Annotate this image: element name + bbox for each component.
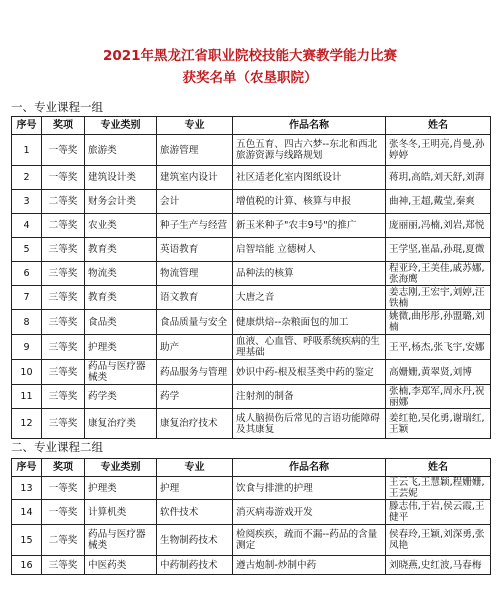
table-cell: 13	[12, 477, 42, 500]
table-cell: 建筑室内设计	[157, 166, 233, 190]
table-cell: 姜红艳,吴化勇,谢瑞红,王颖	[386, 409, 491, 439]
table-cell: 健康烘焙--杂粮面包的加工	[233, 310, 386, 335]
table-cell: 教育类	[85, 286, 157, 310]
table-cell: 程亚玲,王美佳,戚苏娜,张海鹰	[386, 262, 491, 286]
table-row	[12, 310, 491, 335]
table-row	[12, 190, 491, 214]
column-header: 奖项	[42, 459, 85, 477]
table-cell: 二等奖	[42, 190, 85, 214]
table-cell: 启智培能 立德树人	[233, 238, 386, 262]
table-cell: 遵古炮制-炒制中药	[233, 556, 386, 575]
awards-table-group-2	[11, 458, 491, 575]
table-cell: 会计	[157, 190, 233, 214]
document-title: 2021年黑龙江省职业院校技能大赛教学能力比赛	[102, 48, 398, 64]
table-cell: 王云飞,王慧颖,程姗姗,王芸妮	[386, 477, 491, 500]
column-header: 姓名	[386, 459, 491, 477]
table-cell: 一等奖	[42, 135, 85, 166]
table-row	[12, 409, 491, 439]
table-cell: 王平,杨杰,张飞宇,安娜	[386, 335, 491, 360]
table-cell: 15	[12, 525, 42, 556]
table-cell: 药品服务与管理	[157, 360, 233, 385]
table-cell: 张冬冬,王明亮,肖曼,孙婷婷	[386, 135, 491, 166]
table-cell: 饮食与排泄的护理	[233, 477, 386, 500]
section-heading-2: 二、专业课程二组	[11, 440, 103, 454]
column-header: 专业	[157, 459, 233, 477]
table-cell: 助产	[157, 335, 233, 360]
table-row	[12, 286, 491, 310]
table-row	[12, 214, 491, 238]
table-cell: 侯春玲,王颖,刘深勇,张凤艳	[386, 525, 491, 556]
table-cell: 7	[12, 286, 42, 310]
table-cell: 一等奖	[42, 166, 85, 190]
table-cell: 品种法的核算	[233, 262, 386, 286]
awards-table-group-1	[11, 116, 491, 439]
table-cell: 语文教育	[157, 286, 233, 310]
table-cell: 三等奖	[42, 335, 85, 360]
table-row	[12, 166, 491, 190]
table-cell: 软件技术	[157, 500, 233, 525]
column-header: 专业	[157, 117, 233, 135]
table-cell: 2	[12, 166, 42, 190]
table-cell: 食品类	[85, 310, 157, 335]
table-cell: 康复治疗类	[85, 409, 157, 439]
table-header-row	[12, 459, 491, 477]
table-cell: 三等奖	[42, 262, 85, 286]
table-row	[12, 335, 491, 360]
column-header: 专业类别	[85, 117, 157, 135]
table-row	[12, 556, 491, 575]
table-header-row	[12, 117, 491, 135]
table-cell: 1	[12, 135, 42, 166]
table-cell: 建筑设计类	[85, 166, 157, 190]
table-cell: 成人脑损伤后常见的言语功能障碍及其康复	[233, 409, 386, 439]
table-cell: 一等奖	[42, 500, 85, 525]
table-cell: 14	[12, 500, 42, 525]
table-cell: 三等奖	[42, 556, 85, 575]
table-row	[12, 360, 491, 385]
table-cell: 社区适老化室内图纸设计	[233, 166, 386, 190]
table-cell: 10	[12, 360, 42, 385]
table-cell: 护理类	[85, 335, 157, 360]
column-header: 作品名称	[233, 117, 386, 135]
table-cell: 计算机类	[85, 500, 157, 525]
table-cell: 三等奖	[42, 238, 85, 262]
table-cell: 五色五育、四古六梦--东北和西北旅游资源与线路规划	[233, 135, 386, 166]
table-cell: 姜志刚,王宏宇,刘婷,汪铁楠	[386, 286, 491, 310]
table-cell: 一等奖	[42, 477, 85, 500]
table-cell: 护理类	[85, 477, 157, 500]
table-cell: 二等奖	[42, 214, 85, 238]
table-cell: 消灭病毒游戏开发	[233, 500, 386, 525]
table-cell: 4	[12, 214, 42, 238]
table-cell: 康复治疗技术	[157, 409, 233, 439]
column-header: 姓名	[386, 117, 491, 135]
table-cell: 教育类	[85, 238, 157, 262]
section-heading-1: 一、专业课程一组	[11, 100, 103, 114]
table-row	[12, 385, 491, 409]
table-cell: 药品与医疗器械类	[85, 525, 157, 556]
table-row	[12, 135, 491, 166]
table-row	[12, 477, 491, 500]
table-row	[12, 500, 491, 525]
table-cell: 增值税的计算、核算与申报	[233, 190, 386, 214]
table-cell: 农业类	[85, 214, 157, 238]
table-cell: 新玉米种子"农丰9号"的推广	[233, 214, 386, 238]
table-cell: 5	[12, 238, 42, 262]
table-cell: 高姗姗,黄翠贤,刘博	[386, 360, 491, 385]
table-cell: 中药制药技术	[157, 556, 233, 575]
column-header: 奖项	[42, 117, 85, 135]
table-cell: 张楠,李郑军,周永丹,祝丽娜	[386, 385, 491, 409]
table-cell: 庞丽丽,冯楠,刘岩,郑悦	[386, 214, 491, 238]
table-cell: 物流管理	[157, 262, 233, 286]
table-cell: 16	[12, 556, 42, 575]
table-row	[12, 525, 491, 556]
column-header: 序号	[12, 459, 42, 477]
table-cell: 英语教育	[157, 238, 233, 262]
table-cell: 中医药类	[85, 556, 157, 575]
table-cell: 种子生产与经营	[157, 214, 233, 238]
table-cell: 旅游类	[85, 135, 157, 166]
table-cell: 药学类	[85, 385, 157, 409]
table-cell: 大唐之音	[233, 286, 386, 310]
table-cell: 药学	[157, 385, 233, 409]
table-cell: 护理	[157, 477, 233, 500]
table-cell: 三等奖	[42, 360, 85, 385]
column-header: 作品名称	[233, 459, 386, 477]
table-cell: 蒋玥,高皓,刘天舒,刘湃	[386, 166, 491, 190]
table-cell: 曲神,王超,戴莹,秦爽	[386, 190, 491, 214]
table-cell: 三等奖	[42, 409, 85, 439]
table-cell: 8	[12, 310, 42, 335]
table-cell: 9	[12, 335, 42, 360]
table-cell: 三等奖	[42, 310, 85, 335]
table-cell: 三等奖	[42, 286, 85, 310]
table-cell: 物流类	[85, 262, 157, 286]
table-cell: 滕志伟,于岩,侯云霞,王健平	[386, 500, 491, 525]
table-row	[12, 238, 491, 262]
table-cell: 旅游管理	[157, 135, 233, 166]
column-header: 专业类别	[85, 459, 157, 477]
table-cell: 11	[12, 385, 42, 409]
table-cell: 12	[12, 409, 42, 439]
table-cell: 三等奖	[42, 385, 85, 409]
table-cell: 6	[12, 262, 42, 286]
table-cell: 食品质量与安全	[157, 310, 233, 335]
document-subtitle: 获奖名单（农垦职院）	[182, 70, 318, 86]
table-cell: 妙识中药-根及根茎类中药的鉴定	[233, 360, 386, 385]
table-cell: 检阅疾疾，疏而不漏--药品的含量测定	[233, 525, 386, 556]
table-cell: 药品与医疗器械类	[85, 360, 157, 385]
table-cell: 注射剂的制备	[233, 385, 386, 409]
table-cell: 姚微,曲彤彤,孙盟璐,刘楠	[386, 310, 491, 335]
table-cell: 生物制药技术	[157, 525, 233, 556]
table-cell: 王学坚,崔晶,孙琨,夏微	[386, 238, 491, 262]
table-cell: 血液、心血管、呼吸系统疾病的生理基础	[233, 335, 386, 360]
table-cell: 刘晓燕,史红波,马春梅	[386, 556, 491, 575]
column-header: 序号	[12, 117, 42, 135]
table-cell: 财务会计类	[85, 190, 157, 214]
table-row	[12, 262, 491, 286]
table-cell: 3	[12, 190, 42, 214]
table-cell: 二等奖	[42, 525, 85, 556]
